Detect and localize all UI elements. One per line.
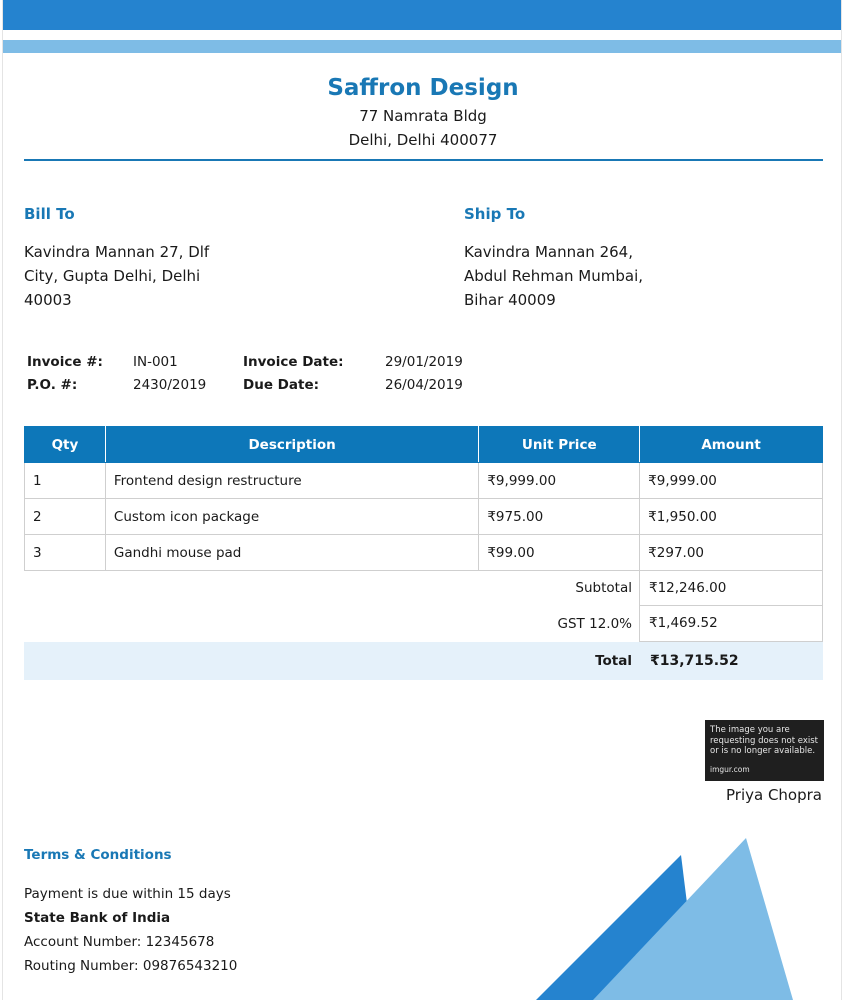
tax-value: ₹1,469.52 xyxy=(639,606,823,642)
cell-description: Custom icon package xyxy=(105,499,478,535)
company-name: Saffron Design xyxy=(327,75,519,101)
cell-amount: ₹9,999.00 xyxy=(640,463,823,499)
ship-to-line: Kavindra Mannan 264, xyxy=(464,243,633,261)
company-address-line2: Delhi, Delhi 400077 xyxy=(348,131,498,149)
routing-number: Routing Number: 09876543210 xyxy=(24,958,238,974)
invoice-date-label: Invoice Date: xyxy=(243,354,344,370)
header-amount: Amount xyxy=(640,427,823,463)
bill-to-line: 40003 xyxy=(24,291,72,309)
invoice-number: IN-001 xyxy=(133,354,178,370)
bill-to-line: Kavindra Mannan 27, Dlf xyxy=(24,243,210,261)
bank-name: State Bank of India xyxy=(24,910,171,926)
placeholder-message: The image you are requesting does not exist or is no longer available. xyxy=(710,725,818,756)
total-label: Total xyxy=(595,653,632,669)
invoice-date: 29/01/2019 xyxy=(385,354,463,370)
payment-terms: Payment is due within 15 days xyxy=(24,886,231,902)
bill-to-line: City, Gupta Delhi, Delhi xyxy=(24,267,201,285)
po-number: 2430/2019 xyxy=(133,377,207,393)
decorative-triangles xyxy=(3,0,842,1000)
account-number: Account Number: 12345678 xyxy=(24,934,215,950)
ship-to-title: Ship To xyxy=(464,205,526,223)
total-value: ₹13,715.52 xyxy=(650,653,739,669)
header-unit-price: Unit Price xyxy=(479,427,640,463)
cell-qty: 1 xyxy=(25,463,106,499)
ship-to-line: Abdul Rehman Mumbai, xyxy=(464,267,644,285)
po-number-label: P.O. #: xyxy=(27,377,78,393)
terms-title: Terms & Conditions xyxy=(24,847,172,863)
header-qty: Qty xyxy=(25,427,106,463)
bill-to-title: Bill To xyxy=(24,205,75,223)
tax-label: GST 12.0% xyxy=(557,616,632,632)
invoice-number-label: Invoice #: xyxy=(27,354,103,370)
ship-to-line: Bihar 40009 xyxy=(464,291,556,309)
header-description: Description xyxy=(105,427,478,463)
cell-unit-price: ₹975.00 xyxy=(479,499,640,535)
cell-amount: ₹297.00 xyxy=(640,535,823,571)
invoice-page xyxy=(2,0,842,1000)
due-date: 26/04/2019 xyxy=(385,377,463,393)
cell-amount: ₹1,950.00 xyxy=(640,499,823,535)
cell-description: Frontend design restructure xyxy=(105,463,478,499)
signatory-name: Priya Chopra xyxy=(726,786,822,804)
cell-qty: 3 xyxy=(25,535,106,571)
cell-unit-price: ₹99.00 xyxy=(479,535,640,571)
cell-description: Gandhi mouse pad xyxy=(105,535,478,571)
subtotal-value: ₹12,246.00 xyxy=(639,570,823,606)
company-address-line1: 77 Namrata Bldg xyxy=(359,107,487,125)
due-date-label: Due Date: xyxy=(243,377,319,393)
cell-qty: 2 xyxy=(25,499,106,535)
cell-unit-price: ₹9,999.00 xyxy=(479,463,640,499)
placeholder-site: imgur.com xyxy=(710,764,750,774)
subtotal-label: Subtotal xyxy=(575,580,632,596)
